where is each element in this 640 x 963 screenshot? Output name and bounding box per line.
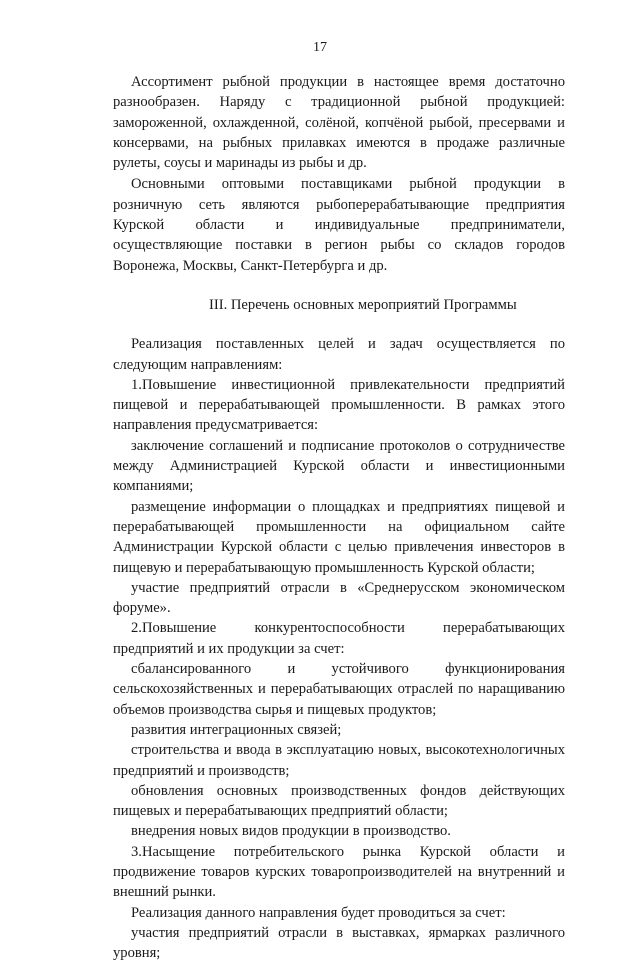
page-number: 17 (313, 40, 327, 55)
paragraph: Основными оптовыми поставщиками рыбной продукции в розничную сеть являются рыбоперерабатывающие предприятия Курской области и индивидуальные предприниматели, осуществляющие поставки в регион рыбы со складов городов Воронежа, Москвы, Санкт-Петербурга и др. (113, 176, 565, 274)
paragraph: Реализация поставленных целей и задач осуществляется по следующим направлениям: (113, 336, 565, 373)
paragraph: 2.Повышение конкурентоспособности перерабатывающих предприятий и их продукции за счет: (113, 620, 565, 657)
paragraph: 3.Насыщение потребительского рынка Курской области и продвижение товаров курских товаропроизводителей на внутренний и внешний рынки. (113, 843, 565, 901)
document-body (113, 72, 565, 963)
list-item: обновления основных производственных фондов действующих пищевых и перерабатывающих предприятий области; (113, 782, 565, 820)
list-item: развития интеграционных связей; (131, 721, 342, 738)
list-item: размещение информации о площадках и предприятиях пищевой и перерабатывающей промышленности на официальном сайте Администрации Курской области с целью привлечения инвесторов в пищевую и перерабатывающую промышленность Курской области; (113, 498, 565, 576)
section-heading: III. Перечень основных мероприятий Программы (209, 296, 517, 313)
list-item: строительства и ввода в эксплуатацию новых, высокотехнологичных предприятий и производств; (113, 742, 565, 779)
list-item: заключение соглашений и подписание протоколов о сотрудничестве между Администрацией Курской области и инвестиционными компаниями; (113, 437, 565, 495)
paragraph: Ассортимент рыбной продукции в настоящее время достаточно разнообразен. Наряду с традиционной рыбной продукцией: замороженной, охлажденной, солёной, копчёной рыбой, пресервами и консервами, на рыбных прилавках имеются в продаже различные рулеты, соусы и маринады из рыбы и др. (113, 74, 565, 172)
paragraph: Реализация данного направления будет проводиться за счет: (131, 904, 506, 921)
list-item: участие предприятий отрасли в «Среднерусском экономическом форуме». (113, 579, 565, 617)
list-item: участия предприятий отрасли в выставках, ярмарках различного уровня; (113, 924, 565, 962)
paragraph: 1.Повышение инвестиционной привлекательности предприятий пищевой и перерабатывающей промышленности. В рамках этого направления предусматривается: (113, 376, 565, 434)
list-item: сбалансированного и устойчивого функционирования сельскохозяйственных и перерабатывающих отраслей по наращиванию объемов производства сырья и пищевых продуктов; (113, 661, 565, 718)
list-item: внедрения новых видов продукции в производство. (131, 823, 451, 840)
